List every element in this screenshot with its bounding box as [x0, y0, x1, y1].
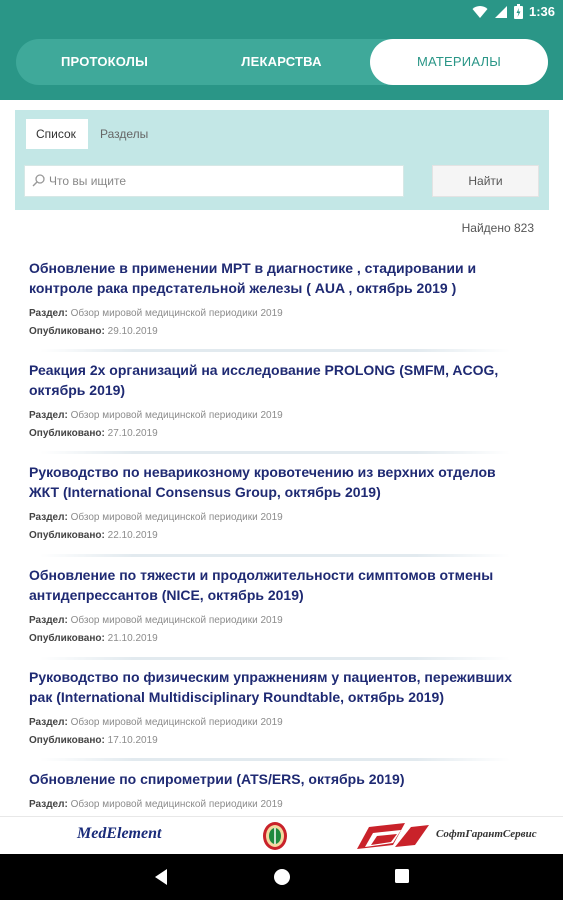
divider — [40, 657, 510, 660]
item-section — [29, 509, 529, 527]
tab-medicines[interactable]: ЛЕКАРСТВА — [241, 54, 322, 69]
published-value: 17.10.2019 — [107, 735, 158, 746]
flag-logo[interactable] — [355, 821, 431, 851]
item-title[interactable]: Обновление по спирометрии (ATS/ERS, октябрь 2019) — [29, 771, 405, 787]
list-item[interactable] — [29, 667, 529, 750]
status-icons — [472, 4, 555, 19]
medelement-logo[interactable] — [77, 825, 161, 843]
signal-icon — [494, 5, 508, 19]
section-value: Обзор мировой медицинской периодики 2019 — [70, 717, 283, 728]
section-label: Раздел: — [29, 410, 68, 421]
item-section — [29, 407, 529, 425]
published-value: 29.10.2019 — [107, 326, 158, 337]
main-tabs — [16, 39, 548, 85]
results-list — [0, 250, 563, 816]
status-time: 1:36 — [528, 4, 555, 19]
published-label: Опубликовано: — [29, 326, 105, 337]
segment-sections[interactable]: Разделы — [100, 127, 149, 141]
sponsor-footer — [0, 816, 563, 854]
search-panel — [15, 110, 549, 210]
item-title[interactable]: Обновление в применении МРТ в диагностике , стадировании и контроле рака предстательной железы ( AUA , октябрь 2019 ) — [29, 260, 477, 296]
item-published — [29, 425, 529, 443]
item-title[interactable]: Руководство по физическим упражнениям у пациентов, переживших рак (International Multidisciplinary Roundtable, октябрь 2019) — [29, 669, 512, 705]
section-value: Обзор мировой медицинской периодики 2019 — [70, 615, 283, 626]
app-header — [0, 0, 563, 100]
published-value: 22.10.2019 — [107, 530, 158, 541]
medelement-logo-a: MedE — [77, 825, 117, 842]
published-label: Опубликовано: — [29, 530, 105, 541]
divider — [40, 758, 510, 761]
published-label: Опубликовано: — [29, 428, 105, 439]
divider — [40, 451, 510, 454]
search-input[interactable] — [49, 166, 399, 196]
search-field — [24, 165, 404, 197]
item-published — [29, 630, 529, 648]
recents-icon[interactable] — [394, 868, 410, 884]
navigation-bar — [0, 854, 563, 900]
wifi-icon — [472, 5, 488, 19]
item-published — [29, 323, 529, 341]
results-count: Найдено 823 — [461, 221, 534, 235]
published-label: Опубликовано: — [29, 735, 105, 746]
item-section — [29, 714, 529, 732]
status-bar — [0, 0, 563, 26]
section-value: Обзор мировой медицинской периодики 2019 — [70, 512, 283, 523]
section-label: Раздел: — [29, 512, 68, 523]
emblem-logo[interactable] — [262, 821, 288, 851]
search-button[interactable]: Найти — [432, 165, 539, 197]
back-icon[interactable] — [153, 868, 169, 886]
list-item[interactable] — [29, 360, 529, 443]
item-section — [29, 305, 529, 323]
published-label: Опубликовано: — [29, 633, 105, 644]
section-label: Раздел: — [29, 615, 68, 626]
section-value: Обзор мировой медицинской периодики 2019 — [70, 799, 283, 810]
section-value: Обзор мировой медицинской периодики 2019 — [70, 410, 283, 421]
tab-materials[interactable]: МАТЕРИАЛЫ — [370, 39, 548, 85]
published-value: 21.10.2019 — [107, 633, 158, 644]
list-item[interactable] — [29, 462, 529, 545]
item-section — [29, 796, 529, 814]
home-icon[interactable] — [273, 868, 291, 886]
medelement-logo-b: lement — [117, 825, 162, 842]
item-title[interactable]: Реакция 2х организаций на исследование PROLONG (SMFM, ACOG, октябрь 2019) — [29, 362, 499, 398]
section-value: Обзор мировой медицинской периодики 2019 — [70, 308, 283, 319]
list-item[interactable] — [29, 565, 529, 648]
tab-protocols[interactable]: ПРОТОКОЛЫ — [60, 54, 149, 69]
search-icon — [32, 174, 45, 187]
divider — [40, 349, 510, 352]
item-section — [29, 612, 529, 630]
item-title[interactable]: Обновление по тяжести и продолжительности симптомов отмены антидепрессантов (NICE, октябрь 2019) — [29, 567, 494, 603]
item-published — [29, 527, 529, 545]
section-label: Раздел: — [29, 308, 68, 319]
battery-icon — [514, 4, 523, 19]
list-item[interactable] — [29, 258, 529, 341]
published-value: 27.10.2019 — [107, 428, 158, 439]
divider — [40, 554, 510, 557]
section-label: Раздел: — [29, 717, 68, 728]
item-published — [29, 732, 529, 750]
section-label: Раздел: — [29, 799, 68, 810]
softgarant-logo[interactable]: СофтГарантСервис — [436, 828, 537, 840]
segment-list[interactable]: Список — [26, 119, 88, 149]
item-title[interactable]: Руководство по неварикозному кровотечению из верхних отделов ЖКТ (International Consensus Group, октябрь 2019) — [29, 464, 496, 500]
